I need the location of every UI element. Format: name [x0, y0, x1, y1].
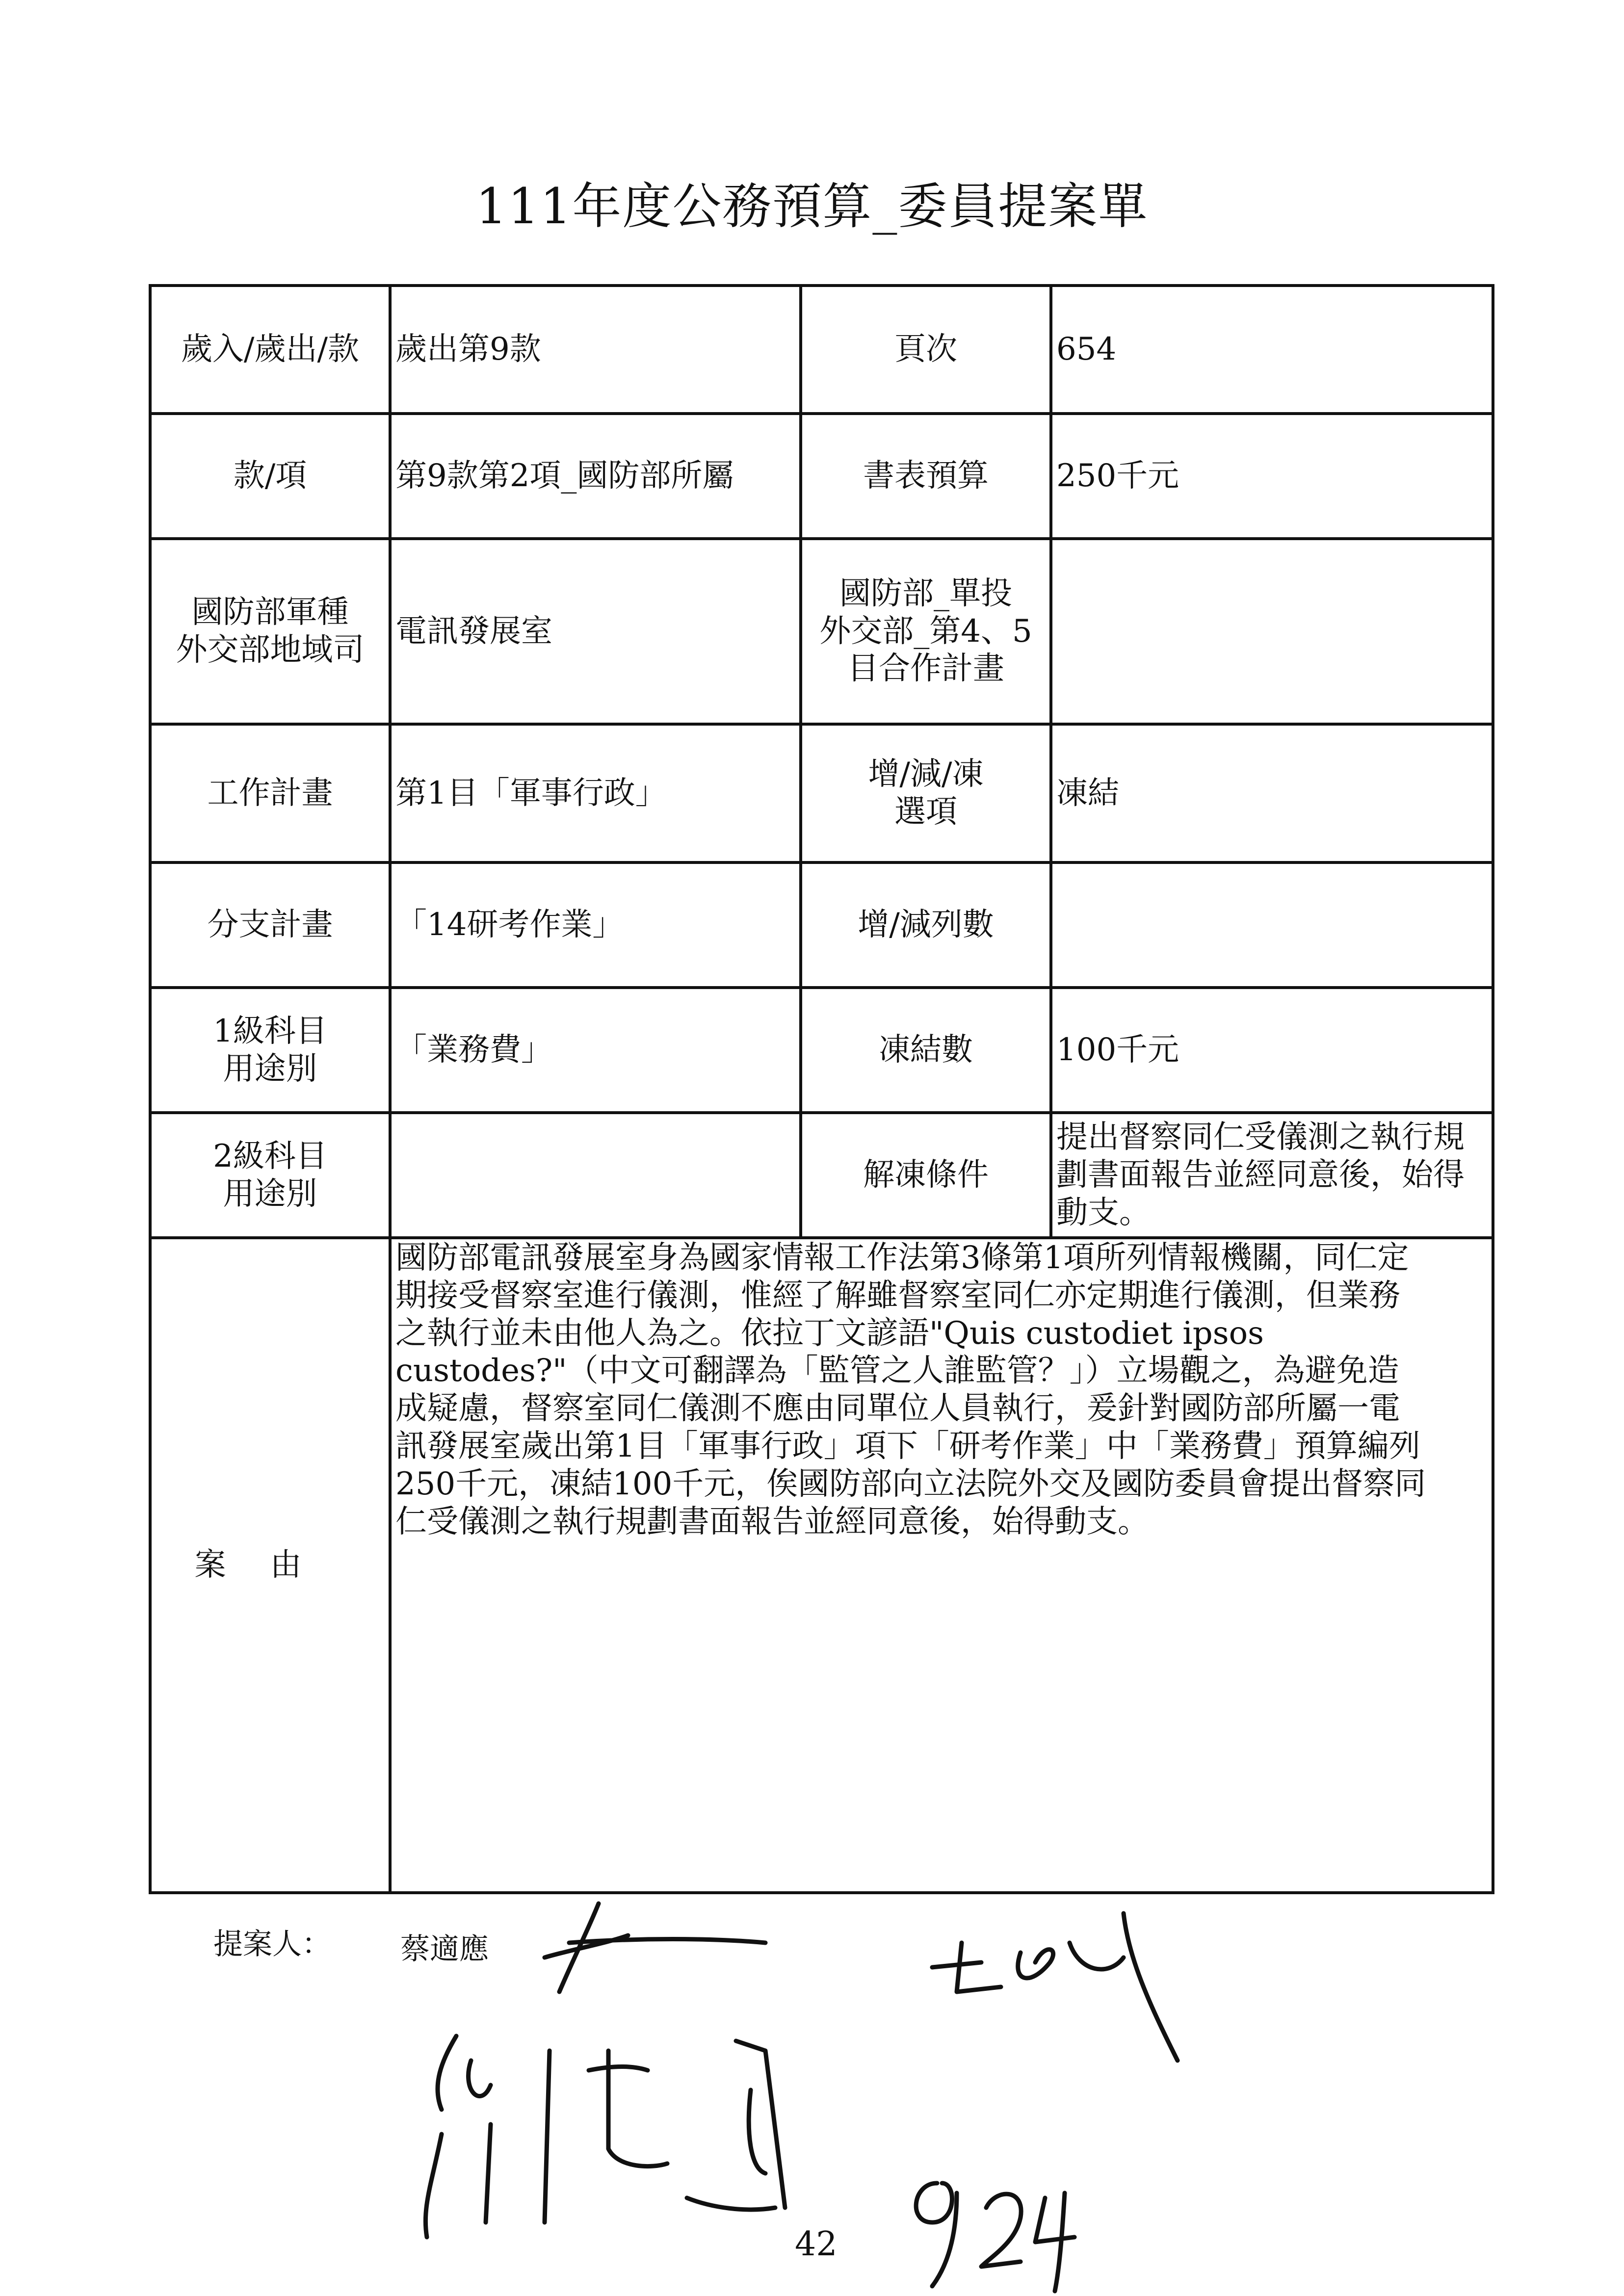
field-label: 國防部軍種 外交部地域司 [150, 539, 390, 724]
field-label: 解凍條件 [801, 1113, 1051, 1238]
page-title: 111年度公務預算_委員提案單 [475, 178, 1149, 235]
field-value: 「14研考作業」 [390, 862, 801, 988]
field-label: 書表預算 [801, 414, 1051, 539]
signature-3 [425, 2036, 785, 2237]
field-label: 國防部_單投 外交部_第4、5 目合作計畫 [801, 539, 1051, 724]
field-label: 增/減/凍 選項 [801, 724, 1051, 862]
field-label: 1級科目 用途別 [150, 988, 390, 1113]
proposer-label: 提案人： [213, 1927, 331, 1961]
field-label: 款/項 [150, 414, 390, 539]
reason-line: 國防部電訊發展室身為國家情報工作法第3條第1項所列情報機關，同仁定 [395, 1240, 1409, 1276]
handwritten-number-924 [916, 2183, 1074, 2291]
field-label: 增/減列數 [801, 862, 1051, 988]
field-value: 提出督察同仁受儀測之執行規劃書面報告並經同意後，始得動支。 [1051, 1113, 1493, 1238]
proposer-name: 蔡適應 [400, 1932, 489, 1966]
reason-line: 成疑慮，督察室同仁儀測不應由同單位人員執行，爰針對國防部所屬一電 [395, 1390, 1400, 1427]
field-value: 歲出第9款 [390, 286, 801, 414]
reason-line: 訊發展室歲出第1目「軍事行政」項下「研考作業」中「業務費」預算編列 [395, 1428, 1420, 1464]
field-value: 凍結 [1051, 724, 1493, 862]
field-value: 第9款第2項_國防部所屬 [390, 414, 801, 539]
field-value: 電訊發展室 [390, 539, 801, 724]
field-label: 凍結數 [801, 988, 1051, 1113]
signature-1 [545, 1904, 765, 1992]
reason-line: 之執行並未由他人為之。依拉丁文諺語"Quis custodiet ipsos [395, 1315, 1264, 1352]
field-value: 「業務費」 [390, 988, 801, 1113]
field-label: 頁次 [801, 286, 1051, 414]
signature-2 [932, 1913, 1178, 2061]
field-value: 第1目「軍事行政」 [390, 724, 801, 862]
reason-line: custodes?"（中文可翻譯為「監管之人誰監管？」）立場觀之，為避免造 [395, 1353, 1399, 1389]
field-label: 歲入/歲出/款 [150, 286, 390, 414]
reason-line: 仁受儀測之執行規劃書面報告並經同意後，始得動支。 [395, 1503, 1149, 1540]
field-label: 分支計畫 [150, 862, 390, 988]
page-number: 42 [795, 2225, 838, 2264]
field-label: 2級科目 用途別 [150, 1113, 390, 1238]
reason-line: 250千元，凍結100千元，俟國防部向立法院外交及國防委員會提出督察同 [395, 1465, 1426, 1502]
field-value: 100千元 [1051, 988, 1493, 1113]
reason-line: 期接受督察室進行儀測，惟經了解雖督察室同仁亦定期進行儀測，但業務 [395, 1277, 1400, 1314]
reason-label: 案由 [150, 1238, 390, 1893]
field-value: 654 [1051, 286, 1493, 414]
field-value: 250千元 [1051, 414, 1493, 539]
field-label: 工作計畫 [150, 724, 390, 862]
